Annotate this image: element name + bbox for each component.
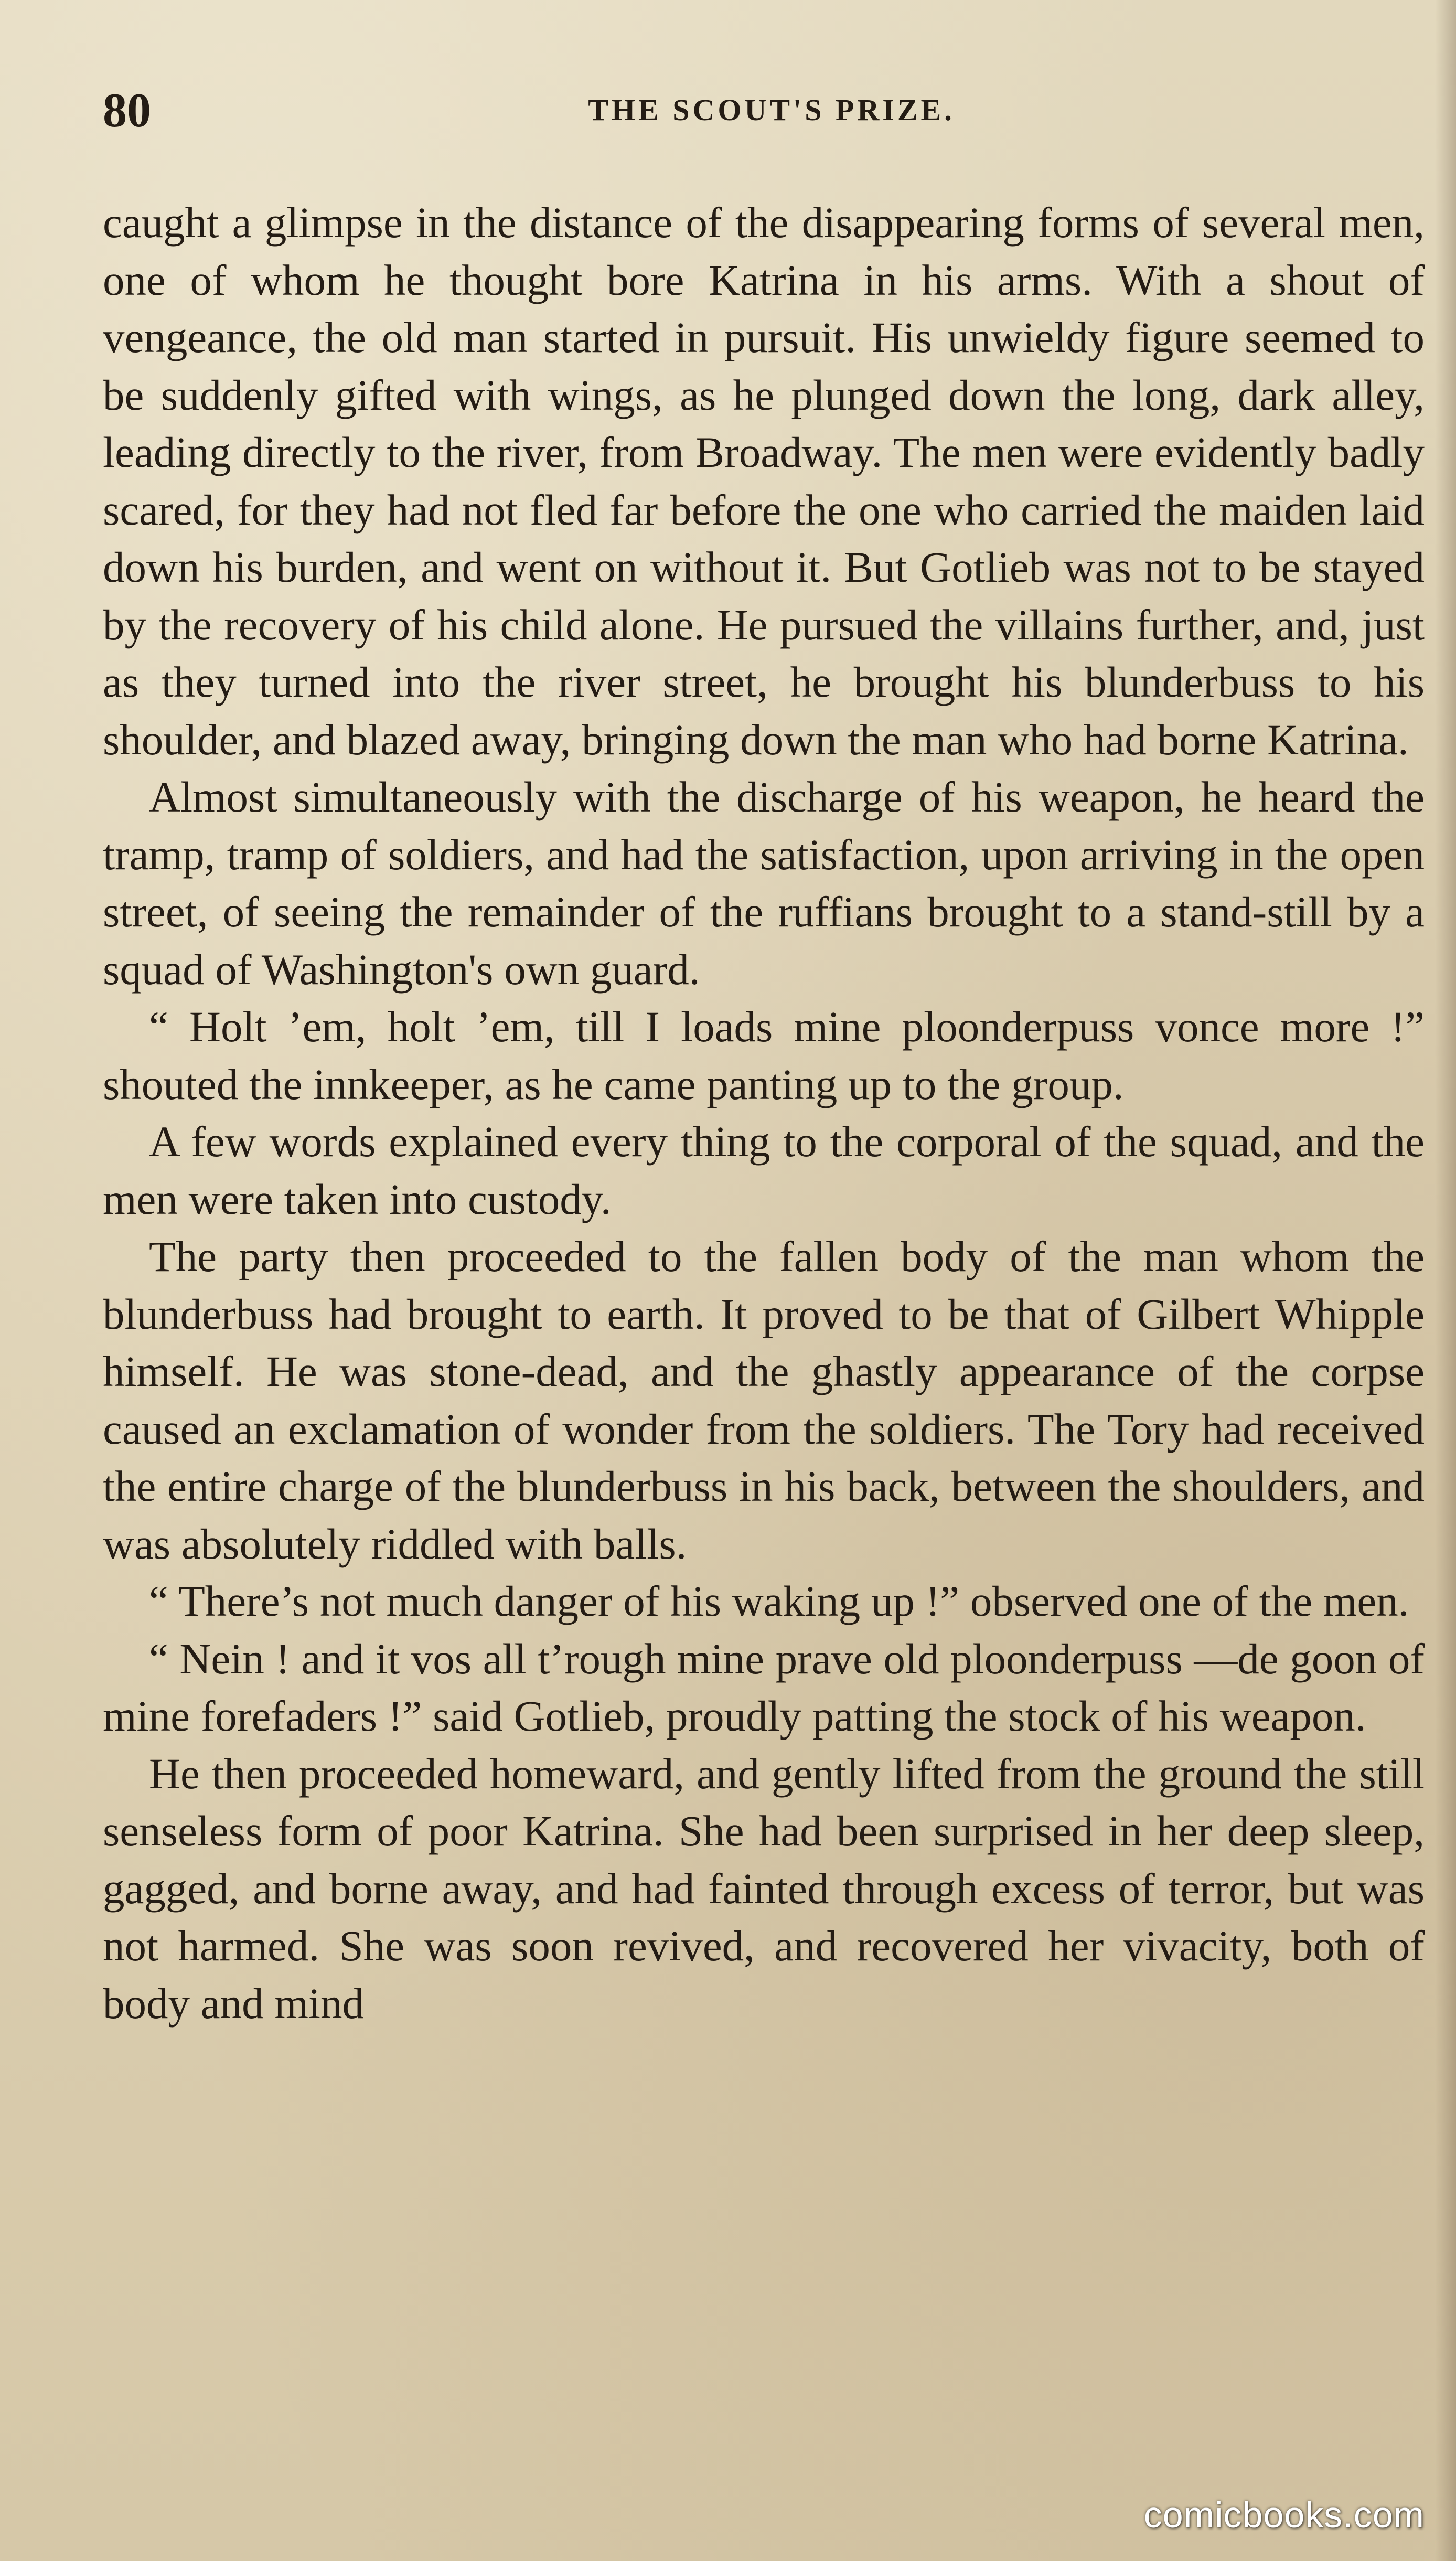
body-text	[103, 194, 1425, 2032]
paragraph: caught a glimpse in the distance of the disappearing forms of several men, one of whom he thought bore Katrina in his arms. With a shout of vengeance, the old man started in pursuit. His unwieldy figure seemed to be suddenly gifted with wings, as he plunged down the long, dark alley, leading directly to the river, from Broadway. The men were evidently badly scared, for they had not fled far before the one who carried the maiden laid down his burden, and went on without it. But Gotlieb was not to be stayed by the recovery of his child alone. He pursued the villains further, and, just as they turned into the river street, he brought his blunderbuss to his shoulder, and blazed away, bringing down the man who had borne Katrina.	[103, 198, 1425, 764]
page-number: 80	[103, 83, 151, 137]
running-head: THE SCOUT'S PRIZE.	[588, 93, 955, 127]
paragraph: “ Holt ’em, holt ’em, till I loads mine ploonderpuss vonce more !” shouted the innkeeper, as he came panting up to the group.	[103, 1002, 1425, 1108]
paragraph: A few words explained every thing to the corporal of the squad, and the men were taken into custody.	[103, 1117, 1425, 1223]
page-edge-shadow	[1435, 0, 1456, 2561]
paragraph: “ Nein ! and it vos all t’rough mine prave old ploonderpuss —de goon of mine forefaders !” said Gotlieb, proudly patting the stock of his weapon.	[103, 1634, 1425, 1740]
paragraph: “ There’s not much danger of his waking up !” observed one of the men.	[149, 1577, 1409, 1625]
paragraph: He then proceeded homeward, and gently lifted from the ground the still senseless form of poor Katrina. She had been surprised in her deep sleep, gagged, and borne away, and had fainted through excess of terror, but was not harmed. She was soon revived, and recovered her vivacity, both of body and mind	[103, 1749, 1425, 2028]
watermark: comicbooks.com	[1143, 2494, 1425, 2535]
paragraph: The party then proceeded to the fallen body of the man whom the blunderbuss had brought to earth. It proved to be that of Gilbert Whipple himself. He was stone-dead, and the ghastly appearance of the corpse caused an exclamation of wonder from the soldiers. The Tory had received the entire charge of the blunderbuss in his back, between the shoulders, and was absolutely riddled with balls.	[103, 1232, 1425, 1568]
paragraph: Almost simultaneously with the discharge of his weapon, he heard the tramp, tramp of soldiers, and had the satisfaction, upon arriving in the open street, of seeing the remainder of the ruffians brought to a stand-still by a squad of Washington's own guard.	[103, 773, 1425, 994]
page-header	[103, 79, 1398, 142]
